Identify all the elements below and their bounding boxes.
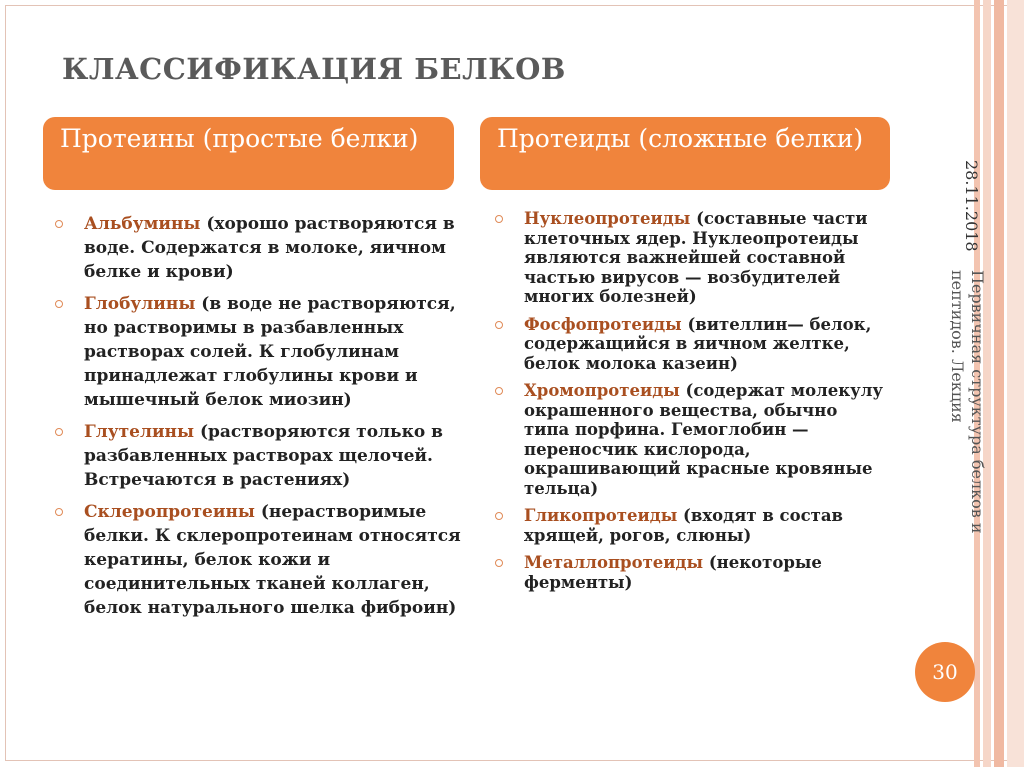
term: Фосфопротеиды <box>524 314 682 334</box>
description: (составные части клеточных ядер. Нуклеопротеиды являются важнейшей составной частью вирусов — возбудителей многих болезней) <box>524 209 868 306</box>
ring-bullet-icon <box>55 508 63 516</box>
header-complex-proteins: Протеиды (сложные белки) <box>480 117 890 190</box>
list-item-chromoproteids <box>492 381 887 498</box>
list-item-glutelins <box>52 420 467 492</box>
list-item-metalloproteids <box>492 553 887 592</box>
list-item-nucleoproteids <box>492 209 887 307</box>
description: (входят в состав хрящей, рогов, слюны) <box>524 506 844 545</box>
simple-proteins-list <box>52 212 467 628</box>
description: (содержат молекулу окрашенного вещества, обычно типа порфина. Гемоглобин — переносчик кислорода, окрашивающий красные кровяные тельца) <box>524 381 883 498</box>
term: Склеропротеины <box>84 502 255 522</box>
term: Металлопротеиды <box>524 553 704 572</box>
description: (вителлин— белок, содержащийся в яичном желтке, белок молока казеин) <box>524 314 872 373</box>
term: Альбумины <box>84 214 201 234</box>
description: (хорошо растворяются в воде. Содержатся в молоке, яичном белке и крови) <box>84 214 455 282</box>
term: Нуклеопротеиды <box>524 209 691 228</box>
ring-bullet-icon <box>55 428 63 436</box>
header-simple-proteins: Протеины (простые белки) <box>43 117 454 190</box>
description: (нерастворимые белки. К склеропротеинам относятся кератины, белок кожи и соединительных тканей коллаген, белок натурального шелка фиброин) <box>84 502 461 618</box>
page-number-badge <box>915 642 975 702</box>
page-number: 30 <box>932 660 958 684</box>
term: Глутелины <box>84 422 195 442</box>
list-item-globulins <box>52 292 467 412</box>
slide-title: КЛАССИФИКАЦИЯ БЕЛКОВ <box>62 52 566 86</box>
term: Гликопротеиды <box>524 506 678 525</box>
ring-bullet-icon <box>495 215 503 223</box>
ring-bullet-icon <box>55 300 63 308</box>
lecture-title-vertical: Первичная структура белков и пептидов. Лекция <box>948 270 987 534</box>
list-item-albumins <box>52 212 467 284</box>
list-item-glycoproteids <box>492 506 887 545</box>
list-item-scleroproteins <box>52 500 467 620</box>
complex-proteins-list <box>492 209 887 600</box>
slide-date: 28.11.2018 <box>962 160 981 252</box>
description: (растворяются только в разбавленных растворах щелочей. Встречаются в растениях) <box>84 422 443 490</box>
ring-bullet-icon <box>495 512 503 520</box>
ring-bullet-icon <box>495 387 503 395</box>
ring-bullet-icon <box>55 220 63 228</box>
description: (некоторые ферменты) <box>524 553 822 592</box>
ring-bullet-icon <box>495 559 503 567</box>
description: (в воде не растворяются, но растворимы в разбавленных растворах солей. К глобулинам принадлежат глобулины крови и мышечный белок миозин) <box>84 294 456 410</box>
list-item-phosphoproteids <box>492 315 887 374</box>
term: Глобулины <box>84 294 196 314</box>
ring-bullet-icon <box>495 321 503 329</box>
term: Хромопротеиды <box>524 381 680 400</box>
